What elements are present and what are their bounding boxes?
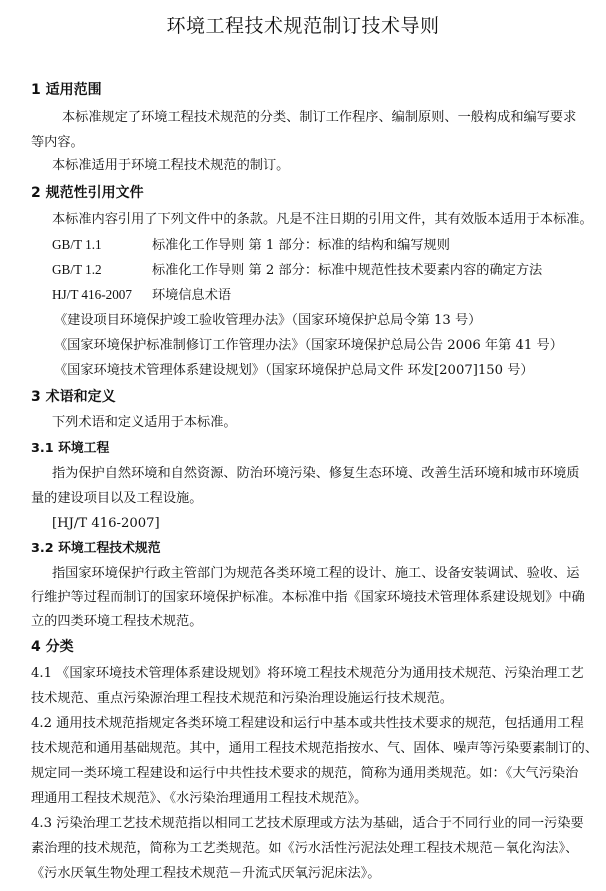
clause-4-1-line: 技术规范、重点污染源治理工程技术规范和污染治理设施运行技术规范。 xyxy=(31,691,453,706)
reference-document: 《国家环境技术管理体系建设规划》（国家环境保护总局文件 环发[2007]150 号） xyxy=(54,363,534,378)
section-4-heading: 4 分类 xyxy=(31,639,74,655)
subsection-3-2-heading: 3.2 环境工程技术规范 xyxy=(31,541,161,556)
subsection-3-1-reference: [HJ/T 416-2007] xyxy=(52,516,160,531)
reference-title: 环境信息术语 xyxy=(152,288,232,303)
reference-item xyxy=(52,262,542,279)
section-1-paragraph-line: 本标准规定了环境工程技术规范的分类、制订工作程序、编制原则、一般构成和编写要求 xyxy=(62,110,577,125)
reference-title: 标准化工作导则 第 1 部分：标准的结构和编写规则 xyxy=(152,238,450,253)
section-2-heading: 2 规范性引用文件 xyxy=(31,185,144,201)
document-title: 环境工程技术规范制订技术导则 xyxy=(166,15,440,37)
reference-code: GB/T 1.1 xyxy=(52,237,102,252)
section-3-heading: 3 术语和定义 xyxy=(31,389,116,405)
subsection-3-2-line: 指国家环境保护行政主管部门为规范各类环境工程的设计、施工、设备安装调试、验收、运 xyxy=(52,566,580,581)
reference-title: 标准化工作导则 第 2 部分：标准中规范性技术要素内容的确定方法 xyxy=(152,263,543,278)
section-1-paragraph-line: 等内容。 xyxy=(31,135,84,150)
subsection-3-2-line: 行维护等过程而制订的国家环境保护标准。本标准中指《国家环境技术管理体系建设规划》中确 xyxy=(31,590,585,605)
reference-document: 《建设项目环境保护竣工验收管理办法》（国家环境保护总局令第 13 号） xyxy=(54,313,482,328)
reference-document: 《国家环境保护标准制修订工作管理办法》（国家环境保护总局公告 2006 年第 41 号） xyxy=(54,338,563,353)
subsection-3-1-heading: 3.1 环境工程 xyxy=(31,441,110,456)
subsection-3-1-line: 量的建设项目以及工程设施。 xyxy=(31,491,203,506)
reference-item xyxy=(52,287,231,304)
subsection-3-1-line: 指为保护自然环境和自然资源、防治环境污染、修复生态环境、改善生活环境和城市环境质 xyxy=(52,466,580,481)
clause-4-2-line: 4.2 通用技术规范指规定各类环境工程建设和运行中基本或共性技术要求的规范，包括通用工程 xyxy=(31,716,584,731)
clause-4-1-line: 4.1 《国家环境技术管理体系建设规划》将环境工程技术规范分为通用技术规范、污染治理工艺 xyxy=(31,666,584,681)
reference-code: HJ/T 416-2007 xyxy=(52,287,132,302)
clause-4-2-line: 规定同一类环境工程建设和运行中共性技术要求的规范，简称为通用类规范。如：《大气污染治 xyxy=(31,766,579,781)
clause-4-2-line: 理通用工程技术规范》、《水污染治理通用工程技术规范》。 xyxy=(31,791,368,806)
clause-4-2-line: 技术规范和通用基础规范。其中，通用工程技术规范指按水、气、固体、噪声等污染要素制订的、 xyxy=(31,741,599,756)
section-3-intro: 下列术语和定义适用于本标准。 xyxy=(52,415,237,430)
subsection-3-2-line: 立的四类环境工程技术规范。 xyxy=(31,614,203,629)
section-2-intro: 本标准内容引用了下列文件中的条款。凡是不注日期的引用文件，其有效版本适用于本标准。 xyxy=(52,212,593,227)
clause-4-3-line: 素治理的技术规范，简称为工艺类规范。如《污水活性污泥法处理工程技术规范－氧化沟法》、 xyxy=(31,841,579,856)
section-1-heading: 1 适用范围 xyxy=(31,82,102,98)
reference-code: GB/T 1.2 xyxy=(52,262,102,277)
clause-4-3-line: 4.3 污染治理工艺技术规范指以相同工艺技术原理或方法为基础，适合于不同行业的同一污染要 xyxy=(31,816,584,831)
section-1-paragraph: 本标准适用于环境工程技术规范的制订。 xyxy=(52,158,290,173)
reference-item xyxy=(52,237,450,254)
clause-4-3-line: 《污水厌氧生物处理工程技术规范－升流式厌氧污泥床法》。 xyxy=(31,866,381,881)
